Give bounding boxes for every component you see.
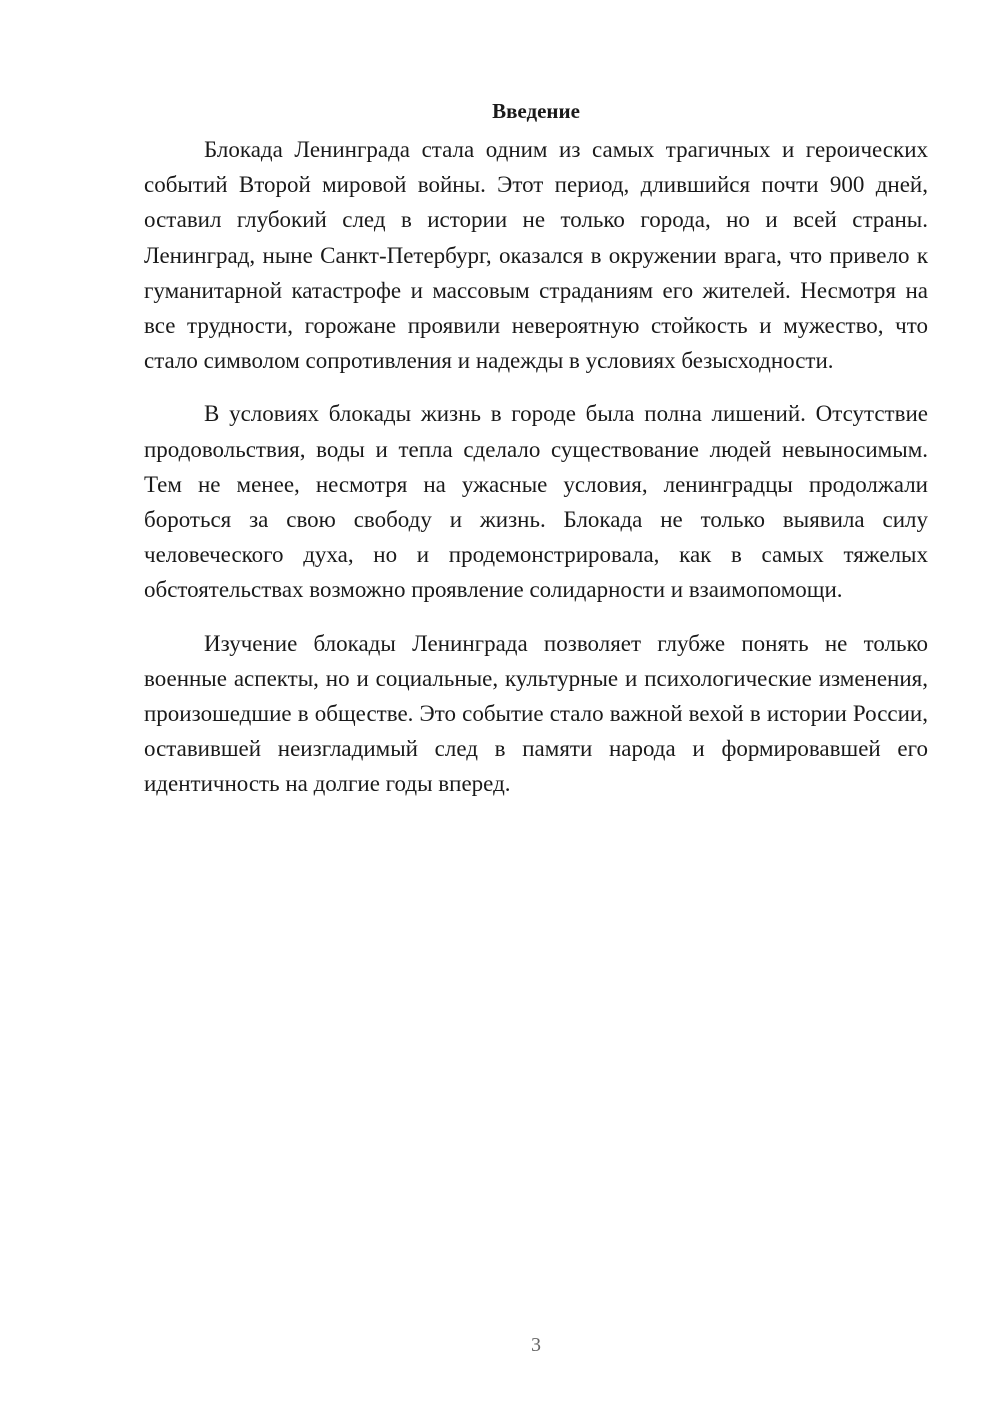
section-heading: Введение	[492, 99, 580, 123]
paragraph: Блокада Ленинграда стала одним из самых трагичных и героических событий Второй мировой войны. Этот период, длившийся почти 900 дней, оставил глубокий след в истории не только города, но и всей страны. Ленинград, ныне Санкт-Петербург, оказался в окружении врага, что привело к гуманитарной катастрофе и массовым страданиям его жителей. Несмотря на все трудности, горожане проявили невероятную стойкость и мужество, что стало символом сопротивления и надежды в условиях безысходности.	[144, 137, 928, 374]
page-number: 3	[531, 1334, 541, 1356]
paragraph: Изучение блокады Ленинграда позволяет глубже понять не только военные аспекты, но и социальные, культурные и психологические изменения, произошедшие в обществе. Это событие стало важной вехой в истории России, оставившей неизгладимый след в памяти народа и формировавшей его идентичность на долгие годы вперед.	[144, 630, 928, 797]
page-content	[144, 96, 928, 820]
paragraph: В условиях блокады жизнь в городе была полна лишений. Отсутствие продовольствия, воды и тепла сделало существование людей невыносимым. Тем не менее, несмотря на ужасные условия, ленинградцы продолжали бороться за свою свободу и жизнь. Блокада не только выявила силу человеческого духа, но и продемонстрировала, как в самых тяжелых обстоятельствах возможно проявление солидарности и взаимопомощи.	[144, 401, 928, 603]
